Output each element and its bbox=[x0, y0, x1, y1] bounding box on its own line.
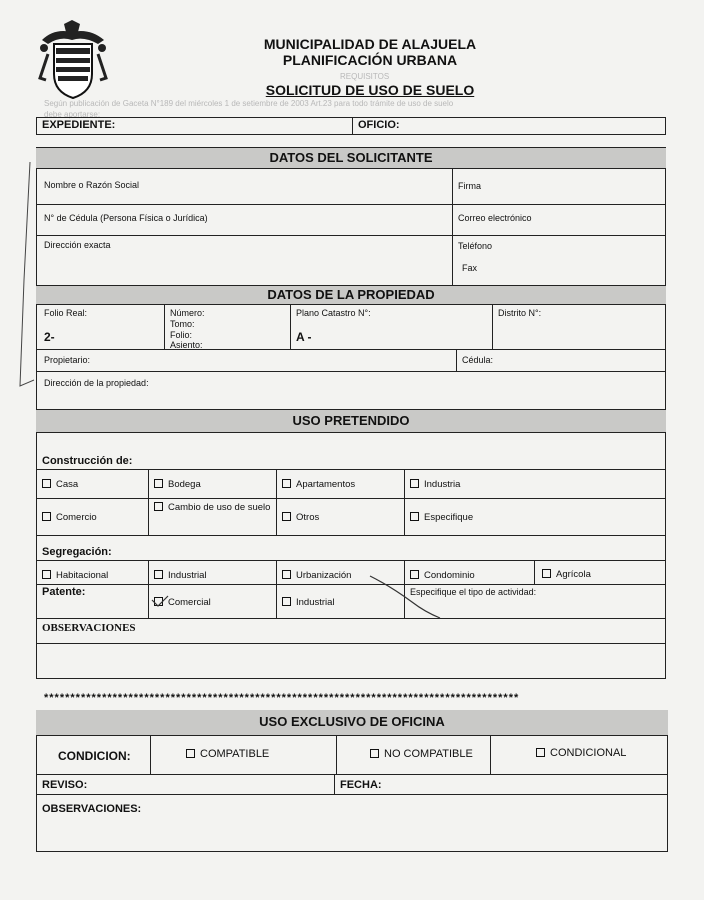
especifique-checkbox[interactable]: Especifique bbox=[410, 512, 473, 523]
checkbox-icon bbox=[42, 479, 51, 488]
industria-checkbox[interactable]: Industria bbox=[410, 479, 460, 490]
checkbox-icon bbox=[42, 512, 51, 521]
otros-checkbox[interactable]: Otros bbox=[282, 512, 319, 523]
checkbox-icon bbox=[410, 512, 419, 521]
observaciones-oficina-field[interactable]: OBSERVACIONES: bbox=[42, 803, 142, 815]
industrial-pat-checkbox[interactable]: Industrial bbox=[282, 597, 335, 608]
bleed-line-1: Según publicación de Gaceta N°189 del miércoles 1 de setiembre de 2003 Art.23 para todo trámite de uso de suelo bbox=[44, 99, 454, 108]
oficio-field[interactable]: OFICIO: bbox=[358, 119, 400, 131]
propietario-field[interactable]: Propietario: bbox=[44, 355, 91, 365]
patente-label: Patente: bbox=[42, 586, 86, 598]
telefono-field[interactable]: Teléfono bbox=[458, 241, 493, 251]
section-solicitante: DATOS DEL SOLICITANTE bbox=[36, 147, 666, 169]
comercio-checkbox[interactable]: Comercio bbox=[42, 512, 97, 523]
bleed-line-2: debe aportarse: bbox=[44, 110, 101, 119]
asiento-label: Asiento: bbox=[170, 340, 203, 350]
plano-value[interactable]: A - bbox=[296, 330, 312, 344]
compatible-checkbox[interactable]: COMPATIBLE bbox=[186, 748, 269, 760]
condicion-label: CONDICION: bbox=[58, 749, 131, 763]
separator-stars: ****************************************************************************************** bbox=[44, 692, 520, 704]
coat-of-arms-logo bbox=[34, 18, 112, 102]
firma-field[interactable]: Firma bbox=[458, 181, 481, 191]
expediente-field[interactable]: EXPEDIENTE: bbox=[42, 119, 116, 131]
checkbox-icon bbox=[282, 479, 291, 488]
section-uso: USO PRETENDIDO bbox=[36, 409, 666, 433]
condicional-checkbox[interactable]: CONDICIONAL bbox=[536, 747, 626, 759]
observaciones-label: OBSERVACIONES bbox=[42, 622, 136, 634]
bleed-requisitos: REQUISITOS bbox=[340, 72, 390, 81]
margin-pen-line bbox=[6, 160, 36, 400]
checkbox-icon bbox=[154, 479, 163, 488]
folio-label: Folio: bbox=[170, 330, 193, 340]
checkbox-icon bbox=[154, 502, 163, 511]
direccion-field[interactable]: Dirección exacta bbox=[44, 240, 111, 250]
checkbox-icon bbox=[370, 749, 379, 758]
pen-mark bbox=[150, 572, 450, 622]
segregacion-label: Segregación: bbox=[42, 546, 112, 558]
casa-checkbox[interactable]: Casa bbox=[42, 479, 78, 490]
direccion-propiedad-field[interactable]: Dirección de la propiedad: bbox=[44, 378, 149, 388]
reviso-field[interactable]: REVISO: bbox=[42, 779, 88, 791]
municipality-name: MUNICIPALIDAD DE ALAJUELA bbox=[263, 36, 477, 52]
comercial-checkbox[interactable]: Comercial bbox=[154, 597, 211, 608]
no-compatible-checkbox[interactable]: NO COMPATIBLE bbox=[370, 748, 473, 760]
agricola-checkbox[interactable]: Agrícola bbox=[542, 569, 591, 580]
cedula-field[interactable]: N° de Cédula (Persona Física o Jurídica) bbox=[44, 213, 208, 223]
checkbox-icon bbox=[186, 749, 195, 758]
correo-field[interactable]: Correo electrónico bbox=[458, 213, 532, 223]
section-propiedad: DATOS DE LA PROPIEDAD bbox=[36, 285, 666, 305]
expediente-row bbox=[36, 117, 666, 135]
urbanizacion-checkbox[interactable]: Urbanización bbox=[282, 570, 351, 581]
fecha-field[interactable]: FECHA: bbox=[340, 779, 382, 791]
nombre-field[interactable]: Nombre o Razón Social bbox=[44, 180, 140, 190]
checkbox-icon bbox=[282, 512, 291, 521]
tomo-label: Tomo: bbox=[170, 319, 195, 329]
habitacional-checkbox[interactable]: Habitacional bbox=[42, 570, 108, 581]
condominio-checkbox[interactable]: Condominio bbox=[410, 570, 475, 581]
plano-label: Plano Catastro N°: bbox=[296, 308, 371, 318]
cambio-uso-checkbox[interactable]: Cambio de uso de suelo bbox=[154, 502, 272, 513]
section-oficina: USO EXCLUSIVO DE OFICINA bbox=[36, 710, 668, 736]
checkbox-icon bbox=[542, 569, 551, 578]
distrito-label[interactable]: Distrito N°: bbox=[498, 308, 542, 318]
cedula-propiedad-field[interactable]: Cédula: bbox=[462, 355, 494, 365]
checkbox-icon bbox=[410, 479, 419, 488]
apartamentos-checkbox[interactable]: Apartamentos bbox=[282, 479, 355, 490]
department-name: PLANIFICACIÓN URBANA bbox=[282, 52, 458, 68]
bodega-checkbox[interactable]: Bodega bbox=[154, 479, 201, 490]
industrial-seg-checkbox[interactable]: Industrial bbox=[154, 570, 207, 581]
fax-field[interactable]: Fax bbox=[462, 263, 478, 273]
folio-real-label: Folio Real: bbox=[44, 308, 88, 318]
numero-label: Número: bbox=[170, 308, 205, 318]
form-title: SOLICITUD DE USO DE SUELO bbox=[265, 82, 475, 98]
construccion-label: Construcción de: bbox=[42, 455, 133, 467]
folio-real-value[interactable]: 2- bbox=[44, 330, 55, 344]
checkbox-icon bbox=[536, 748, 545, 757]
actividad-field[interactable]: Especifique el tipo de actividad: bbox=[410, 587, 537, 597]
checkbox-icon bbox=[42, 570, 51, 579]
